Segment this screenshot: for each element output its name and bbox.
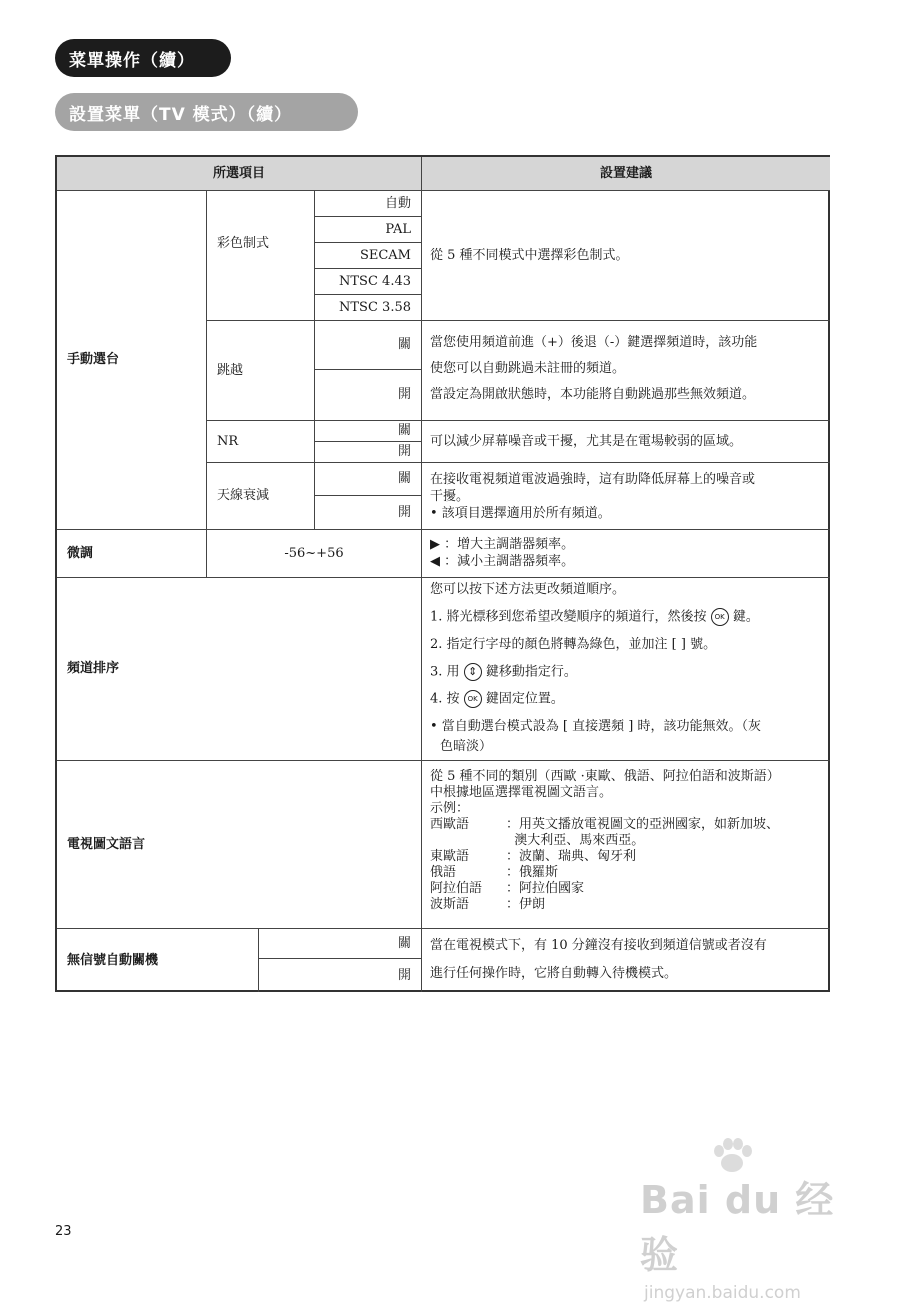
option-ntsc-358: NTSC 3.58	[315, 295, 422, 321]
example-value: ：伊朗	[506, 897, 546, 912]
option-skip-on: 開	[315, 370, 422, 421]
step-text: 鍵。	[732, 609, 759, 625]
step-number: 1.	[430, 609, 443, 625]
teletext-example	[430, 881, 822, 897]
step-text: 鍵移動指定行。	[485, 664, 577, 679]
option-antenna-off: 關	[315, 463, 422, 496]
row-label-no-signal: 無信號自動關機	[57, 929, 259, 992]
step-text: 用	[446, 664, 460, 679]
example-key: 東歐語	[430, 849, 470, 864]
option-auto: 自動	[315, 191, 422, 217]
desc-no-signal	[422, 929, 830, 992]
teletext-line: 中根據地區選擇電視圖文語言。	[430, 785, 613, 800]
option-no-signal-on: 開	[259, 959, 422, 992]
step-text: 按	[446, 691, 460, 707]
channel-sort-step	[430, 608, 822, 627]
desc-antenna-line: • 該項目選擇適用於所有頻道。	[430, 506, 611, 521]
option-ntsc-443: NTSC 4.43	[315, 269, 422, 295]
example-value: ：波蘭、瑞典、匈牙利	[506, 849, 637, 864]
desc-skip	[422, 321, 830, 421]
section-title: 菜單操作（續）	[55, 39, 231, 77]
desc-no-signal-line: 進行任何操作時，它將自動轉入待機模式。	[430, 966, 678, 981]
teletext-example	[430, 849, 822, 865]
channel-sort-step	[430, 663, 822, 682]
ok-button-icon: OK	[464, 690, 482, 708]
desc-antenna-line: 在接收電視頻道電波過強時，這有助降低屏幕上的噪音或	[430, 472, 756, 487]
teletext-example	[430, 833, 822, 849]
desc-antenna	[422, 463, 830, 530]
desc-no-signal-line: 當在電視模式下，有 10 分鐘沒有接收到頻道信號或者沒有	[430, 938, 767, 953]
teletext-line: 示例：	[430, 801, 470, 816]
step-text: 將光標移到您希望改變順序的頻道行，然後按	[446, 609, 707, 625]
example-value: ：用英文播放電視圖文的亞洲國家，如新加坡、	[506, 817, 780, 832]
example-key: 波斯語	[430, 897, 470, 912]
teletext-example	[430, 817, 822, 833]
option-skip-off: 關	[315, 321, 422, 370]
settings-table	[55, 155, 830, 992]
example-value: ：俄羅斯	[506, 865, 559, 880]
label-nr: NR	[207, 421, 315, 463]
example-key: 俄語	[430, 865, 457, 880]
watermark-logo: Bai du 经验	[640, 1178, 835, 1277]
desc-teletext	[422, 761, 830, 929]
row-label-fine-tune: 微調	[57, 530, 207, 578]
page-number: 23	[55, 1224, 72, 1239]
channel-sort-note: • 當自動選台模式設為 [ 直接選頻 ] 時，該功能無效。（灰	[430, 718, 761, 734]
teletext-example	[430, 865, 822, 881]
option-no-signal-off: 關	[259, 929, 422, 959]
option-pal: PAL	[315, 217, 422, 243]
desc-fine-tune	[422, 530, 830, 578]
step-text: 指定行字母的顏色將轉為綠色，並加注 [ ] 號。	[446, 636, 717, 652]
label-antenna: 天線衰減	[207, 463, 315, 530]
desc-antenna-line: 干擾。	[430, 489, 470, 504]
watermark-url: jingyan.baidu.com	[644, 1283, 801, 1303]
channel-sort-step	[430, 636, 822, 654]
example-key: 西歐語	[430, 817, 470, 832]
desc-skip-line: 當您使用頻道前進（+）後退（-）鍵選擇頻道時，該功能	[430, 335, 758, 350]
desc-skip-line: 當設定為開啟狀態時，本功能將自動跳過那些無效頻道。	[430, 387, 756, 402]
watermark	[640, 1145, 850, 1303]
section-subtitle: 設置菜單（TV 模式）（續）	[55, 93, 358, 131]
teletext-example	[430, 897, 822, 913]
channel-sort-note: 色暗淡）	[440, 738, 493, 754]
desc-nr: 可以減少屏幕噪音或干擾，尤其是在電場較弱的區域。	[422, 421, 830, 463]
desc-fine-tune-line: ▶ ：增大主調諧器頻率。	[430, 537, 575, 552]
example-key: 阿拉伯語	[430, 881, 483, 896]
option-antenna-on: 開	[315, 496, 422, 530]
step-number: 2.	[430, 636, 443, 652]
channel-sort-intro: 您可以按下述方法更改頻道順序。	[430, 582, 626, 597]
paw-icon	[710, 1137, 754, 1177]
step-text: 鍵固定位置。	[485, 691, 564, 707]
label-color-system: 彩色制式	[207, 191, 315, 321]
example-value: 澳大利亞、馬來西亞。	[506, 833, 645, 848]
label-skip: 跳越	[207, 321, 315, 421]
example-key	[430, 833, 506, 849]
desc-channel-sort	[422, 578, 830, 761]
col-header-item: 所選項目	[57, 157, 422, 191]
desc-skip-line: 使您可以自動跳過未註冊的頻道。	[430, 361, 626, 376]
option-nr-off: 關	[315, 421, 422, 442]
fine-tune-range: -56~+56	[207, 530, 422, 578]
desc-color-system: 從 5 種不同模式中選擇彩色制式。	[422, 191, 830, 321]
row-label-channel-sort: 頻道排序	[57, 578, 422, 761]
ok-button-icon: OK	[711, 608, 729, 626]
option-secam: SECAM	[315, 243, 422, 269]
teletext-line: 從 5 種不同的類別（西歐 ·東歐、俄語、阿拉伯語和波斯語）	[430, 769, 780, 784]
row-label-teletext: 電視圖文語言	[57, 761, 422, 929]
step-number: 4.	[430, 691, 443, 707]
col-header-advice: 設置建議	[422, 157, 830, 191]
channel-sort-step	[430, 690, 822, 709]
example-value: ：阿拉伯國家	[506, 881, 585, 896]
step-number: 3.	[430, 664, 443, 679]
desc-fine-tune-line: ◀ ：減小主調諧器頻率。	[430, 554, 575, 569]
option-nr-on: 開	[315, 442, 422, 463]
up-down-arrow-icon: ⇕	[464, 663, 482, 681]
row-label-manual-tuning: 手動選台	[57, 191, 207, 530]
